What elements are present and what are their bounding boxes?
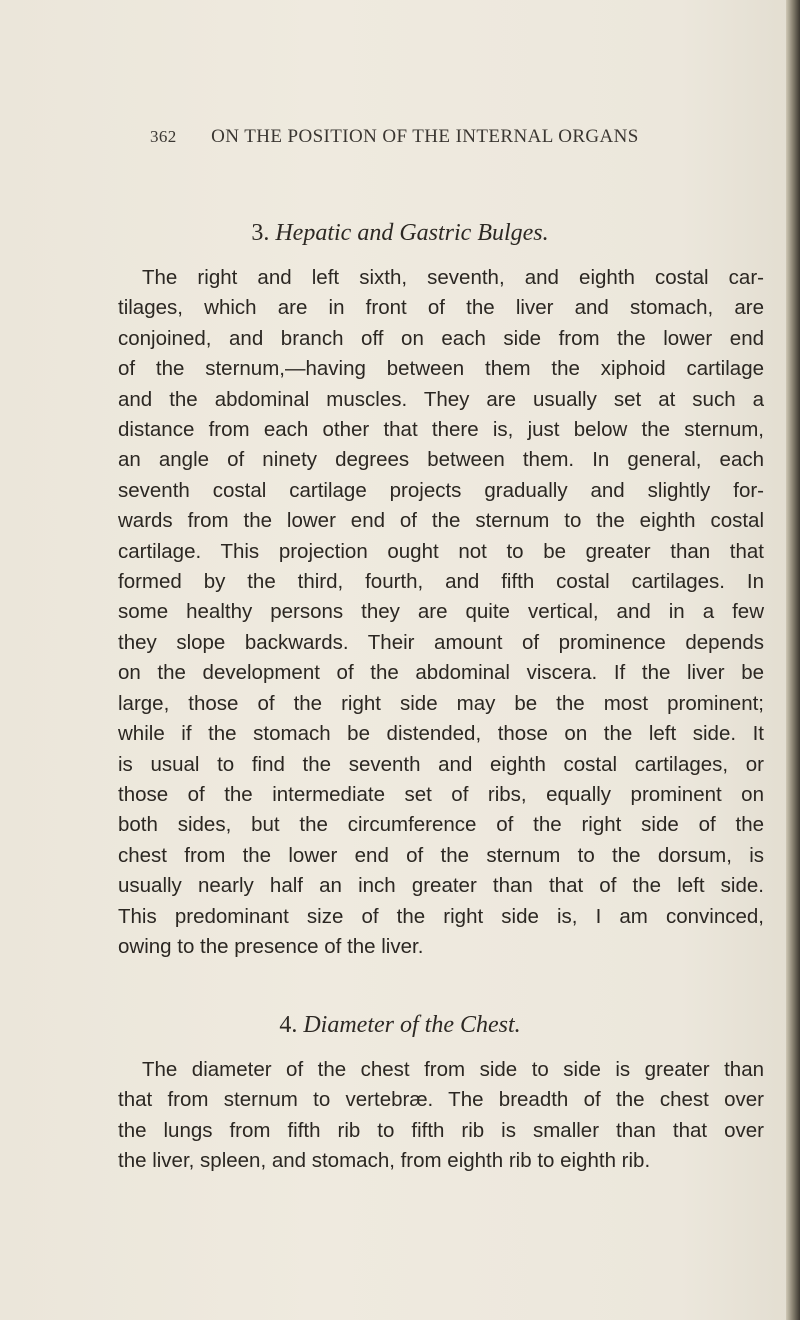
- text-line: is usual to find the seventh and eighth costal cartilages, or: [118, 752, 764, 776]
- text-line: and the abdominal muscles. They are usually set at such a: [118, 387, 764, 411]
- text-line: conjoined, and branch off on each side from the lower end: [118, 326, 764, 350]
- paragraph-diameter-chest: [118, 1055, 764, 1177]
- text-line: cartilage. This projection ought not to be greater than that: [118, 539, 764, 563]
- text-line: The diameter of the chest from side to side is greater than: [142, 1058, 764, 1081]
- section-heading-4: [0, 1012, 800, 1039]
- text-line: an angle of ninety degrees between them. In general, each: [118, 448, 764, 472]
- text-line: owing to the presence of the liver.: [118, 934, 424, 958]
- text-line: on the development of the abdominal viscera. If the liver be: [118, 661, 764, 685]
- text-line: the lungs from fifth rib to fifth rib is smaller than that over: [118, 1118, 764, 1142]
- text-line: of the sternum,—having between them the xiphoid cartilage: [118, 357, 764, 381]
- text-line: large, those of the right side may be the most prominent;: [118, 691, 764, 715]
- text-line: that from sternum to vertebræ. The breadth of the chest over: [118, 1088, 764, 1112]
- page-edge-shadow: [786, 0, 800, 1320]
- text-line: distance from each other that there is, just below the sternum,: [118, 418, 764, 442]
- text-line: wards from the lower end of the sternum to the eighth costal: [118, 509, 764, 533]
- section-number: 4.: [279, 1012, 298, 1038]
- text-line: tilages, which are in front of the liver and stomach, are: [118, 296, 764, 320]
- section-number: 3.: [251, 220, 270, 246]
- text-line: while if the stomach be distended, those on the left side. It: [118, 722, 764, 746]
- text-line: The right and left sixth, seventh, and eighth costal car-: [142, 266, 764, 289]
- text-line: usually nearly half an inch greater than that of the left side.: [118, 874, 764, 898]
- text-line: they slope backwards. Their amount of prominence depends: [118, 630, 764, 654]
- text-line: seventh costal cartilage projects gradually and slightly for-: [118, 478, 764, 502]
- text-line: the liver, spleen, and stomach, from eighth rib to eighth rib.: [118, 1149, 651, 1173]
- text-line: formed by the third, fourth, and fifth costal cartilages. In: [118, 570, 764, 594]
- text-line: This predominant size of the right side is, I am convinced,: [118, 904, 764, 928]
- running-header: [150, 126, 790, 148]
- text-line: both sides, but the circumference of the right side of the: [118, 813, 764, 837]
- text-line: chest from the lower end of the sternum to the dorsum, is: [118, 843, 764, 867]
- text-line: those of the intermediate set of ribs, equally prominent on: [118, 782, 764, 806]
- section-title: Hepatic and Gastric Bulges.: [275, 220, 549, 246]
- section-heading-3: [0, 220, 800, 247]
- paragraph-hepatic-gastric: [118, 263, 764, 962]
- page-number: 362: [150, 127, 177, 146]
- text-line: some healthy persons they are quite vertical, and in a few: [118, 600, 764, 624]
- running-title: ON THE POSITION OF THE INTERNAL ORGANS: [211, 126, 639, 147]
- section-title: Diameter of the Chest.: [303, 1012, 521, 1038]
